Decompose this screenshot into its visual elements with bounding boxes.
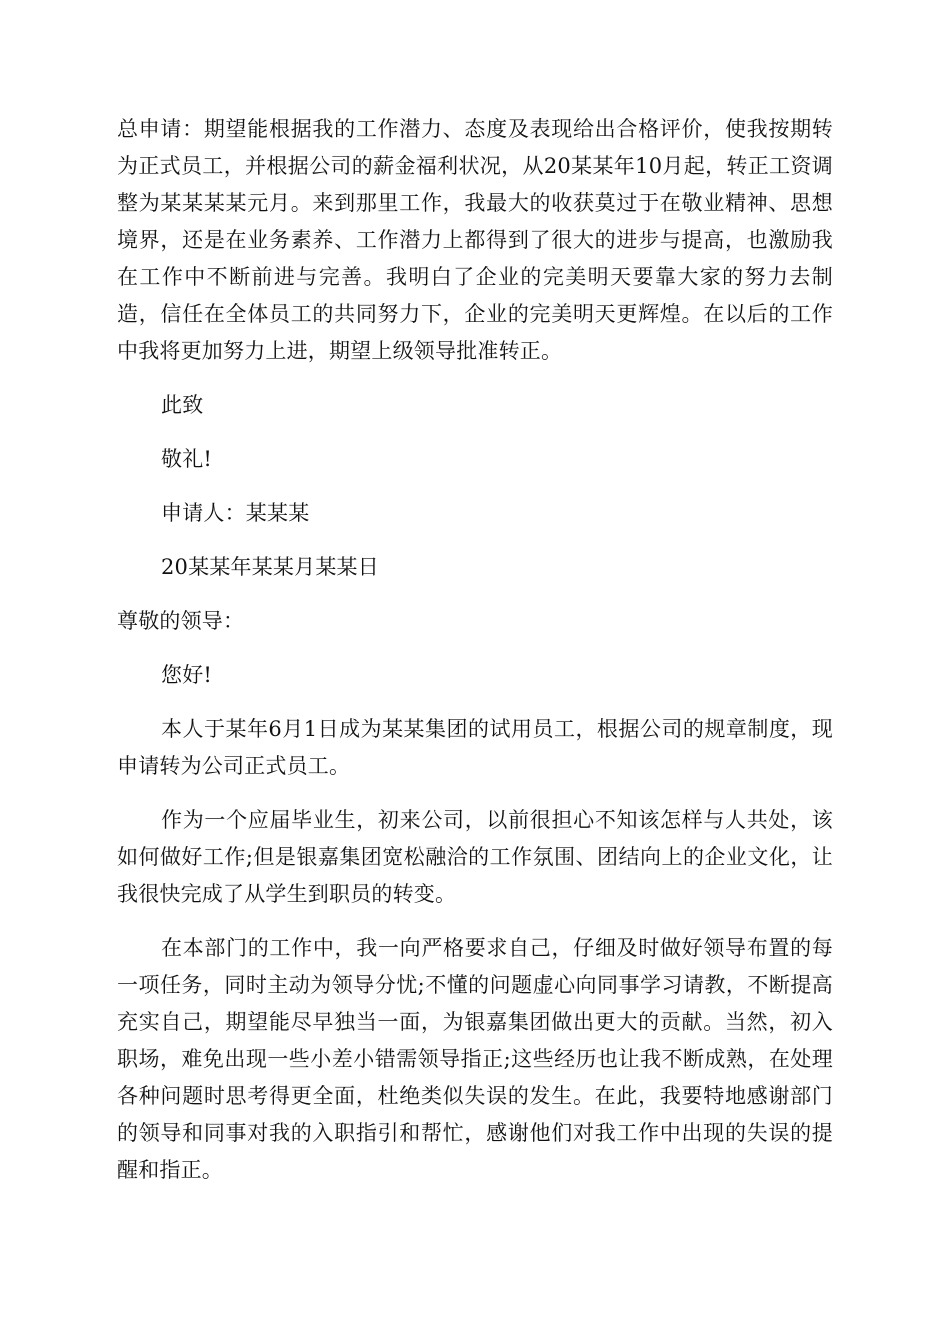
- applicant-signature: 申请人：某某某: [161, 501, 310, 525]
- salutation: 尊敬的领导：: [117, 609, 245, 633]
- paragraph-work-performance: 在本部门的工作中，我一向严格要求自己，仔细及时做好领导布置的每一项任务，同时主动为领导分忧;不懂的问题虚心向同事学习请教，不断提高充实自己，期望能尽早独当一面，为银嘉集团做出更大的贡献。当然，初入职场，难免出现一些小差小错需领导指正;这些经历也让我不断成熟，在处理各种问题时思考得更全面，杜绝类似失误的发生。在此，我要特地感谢部门的领导和同事对我的入职指引和帮忙，感谢他们对我工作中出现的失误的提醒和指正。: [117, 936, 833, 1182]
- paragraph-introduction: 本人于某年6月1日成为某某集团的试用员工，根据公司的规章制度，现申请转为公司正式员工。: [117, 717, 833, 778]
- document-page: [117, 111, 833, 1189]
- closing-line-1: 此致: [161, 393, 204, 417]
- closing-line-2: 敬礼!: [161, 447, 213, 471]
- paragraph-adaptation: 作为一个应届毕业生，初来公司，以前很担心不知该怎样与人共处，该如何做好工作;但是银嘉集团宽松融洽的工作氛围、团结向上的企业文化，让我很快完成了从学生到职员的转变。: [117, 808, 833, 906]
- application-date: 20某某年某某月某某日: [161, 555, 379, 579]
- greeting: 您好!: [161, 663, 213, 687]
- paragraph-application-summary: 总申请：期望能根据我的工作潜力、态度及表现给出合格评价，使我按期转为正式员工，并根据公司的薪金福利状况，从20某某年10月起，转正工资调整为某某某某元月。来到那里工作，我最大的收获莫过于在敬业精神、思想境界，还是在业务素养、工作潜力上都得到了很大的进步与提高，也激励我在工作中不断前进与完善。我明白了企业的完美明天要靠大家的努力去制造，信任在全体员工的共同努力下，企业的完美明天更辉煌。在以后的工作中我将更加努力上进，期望上级领导批准转正。: [117, 117, 833, 363]
